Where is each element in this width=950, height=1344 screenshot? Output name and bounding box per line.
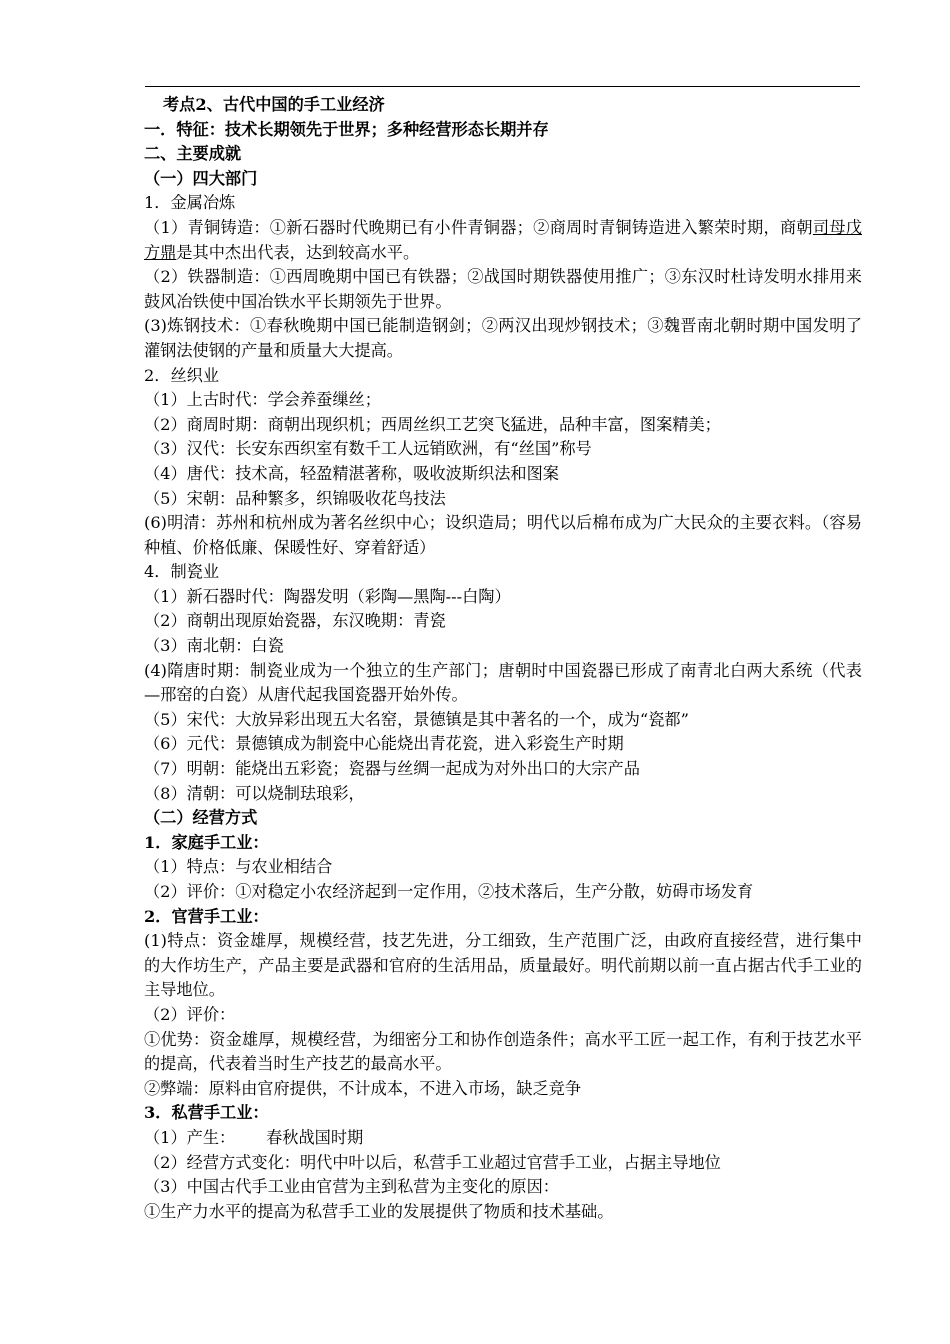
paragraph-mingqing: (6)明清：苏州和杭州成为著名丝织中心；设织造局；明代以后棉布成为广大民众的主要衣料。（容易种植、价格低廉、保暖性好、穿着舒适） — [144, 513, 862, 557]
document-body — [144, 93, 862, 1224]
list-item: （7）明朝：能烧出五彩瓷；瓷器与丝绸一起成为对外出口的大宗产品 — [144, 759, 640, 779]
list-item: （8）清朝：可以烧制珐琅彩， — [144, 783, 365, 803]
header-rule — [145, 86, 860, 87]
heading-private: 3．私营手工业： — [144, 1103, 269, 1123]
list-item: （5）宋代：大放异彩出现五大名窑，景德镇是其中著名的一个，成为“瓷都” — [144, 709, 689, 729]
paragraph-suitang: (4)隋唐时期：制瓷业成为一个独立的生产部门；唐朝时中国瓷器已形成了南青北白两大系统（代表—邢窑的白瓷）从唐代起我国瓷器开始外传。 — [144, 660, 862, 705]
list-item: （1）产生： 春秋战国时期 — [144, 1127, 364, 1147]
bronze-text-a: （1）青铜铸造：①新石器时代晚期已有小件青铜器；②商周时青铜铸造进入繁荣时期，商朝 — [144, 217, 813, 237]
paragraph-steel: (3)炼钢技术：①春秋晚期中国已能制造钢剑；②两汉出现炒钢技术；③魏晋南北朝时期中国发明了灌钢法使钢的产量和质量大大提高。 — [144, 316, 862, 360]
bronze-underlined: 司母戊方鼎 — [144, 217, 863, 262]
heading-silk: 2．丝织业 — [144, 365, 220, 385]
list-item: （3）南北朝：白瓷 — [144, 636, 284, 656]
list-item: （2）经营方式变化：明代中叶以后，私营手工业超过官营手工业，占据主导地位 — [144, 1152, 721, 1172]
list-item: （2）评价： — [144, 1004, 236, 1024]
list-item: （3）汉代：长安东西织室有数千工人远销欧洲，有“丝国”称号 — [144, 439, 592, 459]
list-item: ①生产力水平的提高为私营手工业的发展提供了物质和技术基础。 — [144, 1201, 614, 1221]
list-item: （1）上古时代：学会养蚕缫丝； — [144, 390, 381, 410]
heading-achievements: 二、主要成就 — [144, 144, 242, 164]
paragraph-bronze — [144, 216, 862, 265]
bronze-text-b: 是其中杰出代表，达到较高水平。 — [176, 242, 420, 262]
list-item: （2）商周时期：商朝出现织机；西周丝织工艺突飞猛进，品种丰富，图案精美； — [144, 414, 721, 434]
heading-modes: （二）经营方式 — [144, 808, 258, 828]
paragraph-official-adv: ①优势：资金雄厚，规模经营，为细密分工和协作创造条件；高水平工匠一起工作，有利于技艺水平的提高，代表着当时生产技艺的最高水平。 — [144, 1029, 862, 1074]
list-item: ②弊端：原料由官府提供，不计成本，不进入市场，缺乏竞争 — [144, 1078, 582, 1098]
section-title: 考点2、古代中国的手工业经济 — [163, 95, 385, 114]
heading-four-sectors: （一）四大部门 — [144, 168, 258, 188]
list-item: （1）特点：与农业相结合 — [144, 857, 333, 877]
heading-official: 2．官营手工业： — [144, 906, 269, 926]
features-line: 一．特征：技术长期领先于世界；多种经营形态长期并存 — [144, 119, 549, 139]
list-item: （2）商朝出现原始瓷器，东汉晚期：青瓷 — [144, 611, 446, 631]
list-item: （6）元代：景德镇成为制瓷中心能烧出青花瓷，进入彩瓷生产时期 — [144, 734, 624, 754]
list-item: （1）新石器时代：陶器发明（彩陶—黑陶---白陶） — [144, 586, 511, 606]
heading-metal: 1．金属冶炼 — [144, 193, 236, 213]
paragraph-official-feature: (1)特点：资金雄厚，规模经营，技艺先进，分工细致，生产范围广泛，由政府直接经营，进行集中的大作坊生产，产品主要是武器和官府的生活用品，质量最好。明代前期以前一直占据古代手工业的主导地位。 — [144, 931, 862, 1000]
list-item: （5）宋朝：品种繁多，织锦吸收花鸟技法 — [144, 488, 446, 508]
paragraph-iron: （2）铁器制造：①西周晚期中国已有铁器；②战国时期铁器使用推广；③东汉时杜诗发明水排用来鼓风冶铁使中国冶铁水平长期领先于世界。 — [144, 267, 862, 311]
list-item: （2）评价：①对稳定小农经济起到一定作用，②技术落后，生产分散，妨碍市场发育 — [144, 882, 754, 901]
heading-family: 1．家庭手工业： — [144, 832, 269, 852]
list-item: （4）唐代：技术高，轻盈精湛著称，吸收波斯织法和图案 — [144, 463, 559, 483]
list-item: （3）中国古代手工业由官营为主到私营为主变化的原因： — [144, 1177, 559, 1197]
heading-porcelain: 4．制瓷业 — [144, 562, 220, 582]
